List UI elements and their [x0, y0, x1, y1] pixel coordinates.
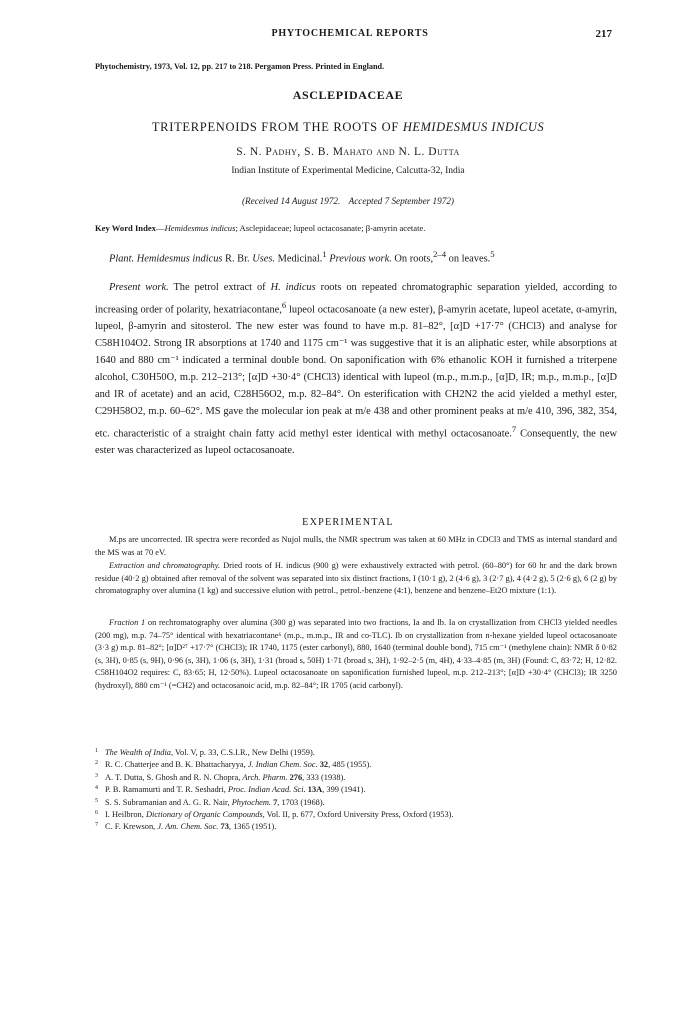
present-species: H. indicus: [270, 282, 316, 293]
keyword-rest: ; Asclepidaceae; lupeol octacosanate; β-amyrin acetate.: [235, 223, 426, 233]
page-number: 217: [595, 28, 612, 40]
reference-number: 6: [95, 810, 98, 817]
reference-source: Phytochem.: [231, 797, 271, 807]
ref-marker: 7: [511, 423, 517, 434]
reference-number: 5: [95, 797, 98, 804]
reference-source: The Wealth of India: [105, 748, 171, 757]
keyword-index: Key Word Index—Hemidesmus indicus; Asclepidaceae; lupeol octacosanate; β-amyrin acetate.: [95, 223, 426, 233]
keyword-label: Key Word Index: [95, 223, 156, 233]
reference-item: [95, 772, 617, 784]
reference-authors: I. Heilbron,: [105, 810, 146, 820]
reference-number: 7: [95, 822, 98, 829]
reference-authors: C. F. Krewson,: [105, 822, 158, 832]
present-text: roots on repeated chromatographic separation yielded, according to increasing order of polarity, hexatriacontane,: [95, 282, 617, 316]
ref-marker: 5: [490, 249, 495, 259]
affiliation: Indian Institute of Experimental Medicine, Calcutta-32, India: [231, 166, 465, 176]
article-title: [0, 120, 696, 135]
experimental-text: M.ps are uncorrected. IR spectra were recorded as Nujol mulls, the NMR spectrum was taken at 60 MHz in CDCl3 and TMS as internal standard and the MS was at 70 eV.: [95, 535, 617, 557]
reference-pages: , 399 (1941).: [322, 785, 366, 795]
reference-pages: , 1365 (1951).: [228, 822, 277, 832]
citation-line: Phytochemistry, 1973, Vol. 12, pp. 217 to 218. Pergamon Press. Printed in England.: [95, 62, 385, 71]
reference-number: 3: [95, 772, 98, 779]
reference-source: J. Am. Chem. Soc.: [157, 822, 219, 832]
reference-item: [95, 821, 617, 833]
uses-text: Medicinal.: [275, 253, 323, 265]
running-head: [88, 28, 612, 42]
present-text: lupeol octacosanoate (a new ester), β-amyrin acetate, lupeol acetate, α-amyrin, lupeol, β-amyrin and sitosterol. The new ester was found to have m.p. 81–82°, [α]D +17·7° (CHCl3) and analyse for C58H104O2. Strong IR absorptions at 1740 and 1175 cm⁻¹ was suggestive that it is an aliphatic ester, while absorptions at 1640 and 880 cm⁻¹ indicated a terminal double bond. On saponification with 6% ethanolic KOH it furnished a triterpene alcohol, C30H50O, m.p. 212–213°; [α]D +30·4° (CHCl3) identical with lupeol (m.p., m.m.p., [α]D, IR; m.p., m.m.p., [α]D and IR of acetate) and an acid, C28H56O2, m.p. 82–84°. On esterification with CH2N2 the acid yielded a methyl ester, C29H58O2, m.p. 60–62°. MS gave the molecular ion peak at m/e 438 and other prominent peaks at m/e 410, 396, 382, 354, etc. characteristic of a straight chain fatty acid methyl ester identical with methyl octacosanoate.: [95, 304, 618, 440]
plant-authority: R. Br.: [222, 253, 253, 265]
reference-item: [95, 797, 617, 809]
plant-species: Hemidesmus indicus: [136, 253, 223, 265]
previous-work-text: On roots,: [391, 253, 434, 265]
fraction-paragraph: [95, 617, 617, 693]
reference-source: Proc. Indian Acad. Sci.: [227, 785, 306, 795]
journal-name: PHYTOCHEMICAL REPORTS: [271, 28, 429, 39]
reference-volume: 73: [220, 822, 229, 832]
reference-volume: 7: [273, 797, 278, 807]
reference-item: [95, 809, 617, 821]
received-dates: [0, 196, 696, 206]
ref-marker: 2–4: [433, 249, 447, 259]
keyword-species: Hemidesmus indicus: [164, 223, 236, 233]
reference-source: J. Indian Chem. Soc.: [247, 760, 318, 770]
previous-work-text-2: on leaves.: [446, 253, 491, 265]
family-heading: ASCLEPIDACEAE: [292, 88, 404, 102]
plant-label: Plant.: [109, 253, 135, 265]
reference-pages: , 333 (1938).: [302, 772, 346, 782]
ref-marker: 1: [322, 249, 327, 259]
present-work-paragraph: [95, 280, 617, 460]
reference-source: Arch. Pharm.: [242, 772, 288, 782]
reference-authors: S. S. Subramanian and A. G. R. Nair,: [105, 797, 232, 807]
intro-paragraph: [95, 246, 617, 268]
reference-number: 1: [95, 748, 98, 754]
reference-volume: 276: [289, 772, 303, 782]
extraction-text: Dried roots of H. indicus (900 g) were exhaustively extracted with petrol. (60–80°) for 60 hr and the dark brown residue (40·2 g) obtained after removal of the solvent was separated into six distinct fractions, I (10·1 g), 2 (4·6 g), 3 (2·7 g), 4 (4·2 g), 5 (2·6 g), 6 (2 g) by chromatography over alumina (1 kg) and successive elution with petrol., petrol.-benzene (4:1), benzene and benzene–Et2O mixture (1:1).: [95, 561, 617, 596]
present-text: Consequently, the new ester was characterized as lupeol octacosanoate.: [95, 428, 617, 457]
author-list: S. N. Padhy, S. B. Mahato and N. L. Dutta: [236, 146, 460, 158]
reference-item: [95, 759, 617, 771]
reference-number: 4: [95, 785, 98, 792]
reference-item: [95, 747, 617, 759]
accepted-date: Accepted 7 September 1972): [348, 196, 454, 206]
extraction-paragraph: [95, 560, 617, 598]
reference-authors: P. B. Ramamurti and T. R. Seshadri,: [105, 785, 228, 795]
reference-pages: , 1703 (1968).: [277, 797, 325, 807]
fraction-text: on rechromatography over alumina (300 g) was separated into two fractions, Ia and Ib. Ia on crystallization from CHCl3 yielded needles (200 mg), m.p. 74–75° identical with hexatriacontane⁶ (m.p., m.m.p., IR and co-TLC). Ib on crystallization from n-hexane yielded lupeol octacosanoate (3·3 g) m.p. 81–82°; [α]D²⁷ +17·7° (CHCl3); IR 1740, 1175 (ester carbonyl), 880, 1640 (terminal double bond), 715 cm⁻¹ (methylene chain): NMR δ 0·82 (s, 3H), 0·85 (s, 9H), 0·96 (s, 3H), 1·06 (s, 3H), 1·31 (broad s, 50H) 1·71 (broad s, 3H), 1·92–2·5 (m, 4H), 4·33–4·85 (m, 3H) (Found: C, 83·72; H, 12·82. C58H104O2 requires: C, 83·65; H, 12·50%). Lupeol octacosanoate on saponification furnished lupeol, m.p. 212–213°; [α]D +30·4° (CHCl3); IR 3250 (hydroxyl), 880 cm⁻¹ (=CH2) and octacosanoic acid, m.p. 82–84°; IR 1705 (acid carbonyl).: [95, 618, 617, 690]
ref-marker: 6: [281, 299, 287, 310]
fraction-label: Fraction 1: [109, 618, 146, 627]
reference-detail: , Vol. V, p. 33, C.S.I.R., New Delhi (1959).: [171, 748, 315, 757]
title-prefix: TRITERPENOIDS FROM THE ROOTS OF: [151, 120, 403, 134]
reference-number: 2: [95, 760, 98, 767]
reference-source: Dictionary of Organic Compounds: [145, 810, 263, 820]
present-text: The petrol extract of: [168, 282, 271, 293]
uses-label: Uses.: [252, 253, 275, 265]
previous-work-label: Previous work.: [329, 253, 392, 265]
reference-volume: 13A: [307, 785, 323, 795]
title-species: HEMIDESMUS INDICUS: [402, 120, 545, 134]
reference-pages: , 485 (1955).: [328, 760, 372, 770]
reference-detail: , Vol. II, p. 677, Oxford University Press, Oxford (1953).: [262, 810, 454, 820]
present-work-label: Present work.: [109, 282, 169, 293]
reference-item: [95, 784, 617, 796]
extraction-label: Extraction and chromatography.: [109, 561, 221, 570]
reference-authors: R. C. Chatterjee and B. K. Bhattacharyya,: [105, 760, 248, 770]
reference-volume: 32: [319, 760, 329, 770]
experimental-general: [95, 534, 617, 559]
received-date: (Received 14 August 1972.: [242, 196, 341, 206]
reference-authors: A. T. Dutta, S. Ghosh and R. N. Chopra,: [105, 772, 243, 782]
experimental-heading: EXPERIMENTAL: [302, 517, 394, 528]
reference-list: [95, 747, 617, 834]
